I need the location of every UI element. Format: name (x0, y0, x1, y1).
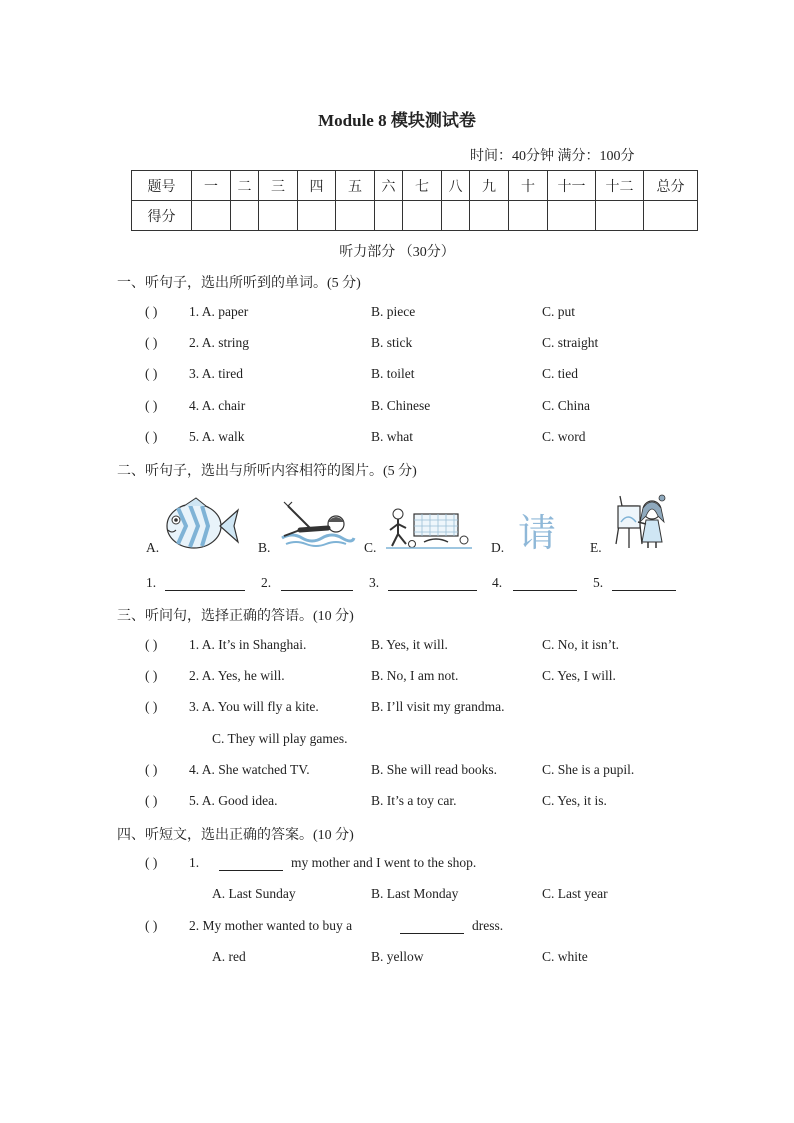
option-b: B. No, I am not. (371, 668, 459, 683)
picture-label-b: B. (258, 540, 271, 555)
time-info: 时间：40分钟 满分：100分 (470, 149, 635, 164)
answer-blank-line[interactable] (400, 933, 464, 934)
score-table-header-cell: 四 (298, 171, 336, 201)
score-cell[interactable] (470, 201, 509, 231)
option-b: B. yellow (371, 949, 424, 964)
picture-label-e: E. (590, 540, 602, 555)
option-b: B. piece (371, 304, 416, 319)
option-b: B. stick (371, 335, 413, 350)
picture-label-a: A. (146, 540, 160, 555)
option-c: C. put (542, 304, 576, 319)
section-2-heading: 二、听句子，选出与所听内容相符的图片。(5 分) (117, 464, 417, 479)
score-table-row-label: 得分 (132, 201, 192, 231)
option-b: B. It’s a toy car. (371, 793, 457, 808)
answer-paren[interactable]: ( ) (145, 668, 158, 683)
score-table-header-cell: 五 (336, 171, 375, 201)
option-b: B. I’ll visit my grandma. (371, 699, 505, 714)
answer-blank-line[interactable] (388, 590, 477, 591)
option-c: C. tied (542, 366, 578, 381)
option-c: C. Yes, I will. (542, 668, 616, 683)
option-c: C. straight (542, 335, 599, 350)
answer-paren[interactable]: ( ) (145, 762, 158, 777)
girl-painting-picture[interactable] (612, 492, 668, 550)
option-a: 5. A. walk (189, 429, 245, 444)
score-table-header-cell: 七 (403, 171, 442, 201)
score-cell[interactable] (548, 201, 596, 231)
picture-blank-number: 1. (146, 575, 157, 590)
section-3-heading: 三、听问句，选择正确的答语。(10 分) (117, 609, 354, 624)
option-a: 3. A. You will fly a kite. (189, 699, 319, 714)
question-text: 2. My mother wanted to buy a (189, 918, 353, 933)
option-b: B. Chinese (371, 398, 431, 413)
section-4-heading: 四、听短文，选出正确的答案。(10 分) (117, 828, 354, 843)
answer-paren[interactable]: ( ) (145, 335, 158, 350)
score-cell[interactable] (259, 201, 298, 231)
score-cell[interactable] (509, 201, 548, 231)
option-a: 4. A. chair (189, 398, 246, 413)
picture-blank-number: 3. (369, 575, 380, 590)
option-b: B. Last Monday (371, 886, 459, 901)
score-cell[interactable] (644, 201, 698, 231)
score-table-header-cell: 九 (470, 171, 509, 201)
score-table-score-row (132, 201, 698, 231)
answer-blank-line[interactable] (165, 590, 245, 591)
fish-picture[interactable] (160, 496, 242, 554)
option-c: C. word (542, 429, 586, 444)
score-table-header-row (132, 171, 698, 201)
option-a: A. Last Sunday (212, 886, 296, 901)
score-table-header-cell: 总分 (644, 171, 698, 201)
option-a: 2. A. Yes, he will. (189, 668, 285, 683)
option-b: B. toilet (371, 366, 415, 381)
picture-label-d: D. (491, 540, 505, 555)
answer-paren[interactable]: ( ) (145, 918, 158, 933)
picture-blank-number: 5. (593, 575, 604, 590)
option-a: 4. A. She watched TV. (189, 762, 310, 777)
answer-paren[interactable]: ( ) (145, 304, 158, 319)
question-number: 1. (189, 855, 200, 870)
score-cell[interactable] (596, 201, 644, 231)
option-c: C. No, it isn’t. (542, 637, 620, 652)
question-text: my mother and I went to the shop. (291, 855, 477, 870)
option-c: C. They will play games. (212, 731, 348, 746)
score-table-header-cell: 十二 (596, 171, 644, 201)
answer-blank-line[interactable] (281, 590, 353, 591)
score-cell[interactable] (403, 201, 442, 231)
option-c: C. She is a pupil. (542, 762, 635, 777)
option-a: 1. A. paper (189, 304, 249, 319)
option-a: 5. A. Good idea. (189, 793, 278, 808)
answer-blank-line[interactable] (219, 870, 283, 871)
question-text-end: dress. (472, 918, 504, 933)
score-table-header-cell: 十 (509, 171, 548, 201)
score-table-header-cell: 题号 (132, 171, 192, 201)
score-table-header-cell: 二 (231, 171, 259, 201)
score-cell[interactable] (336, 201, 375, 231)
answer-paren[interactable]: ( ) (145, 366, 158, 381)
answer-paren[interactable]: ( ) (145, 699, 158, 714)
score-cell[interactable] (442, 201, 470, 231)
picture-label-c: C. (364, 540, 377, 555)
option-c: C. white (542, 949, 588, 964)
score-table (131, 170, 698, 231)
swimming-picture[interactable] (280, 500, 354, 548)
score-table-header-cell: 六 (375, 171, 403, 201)
answer-blank-line[interactable] (513, 590, 577, 591)
option-b: B. what (371, 429, 413, 444)
page-title: Module 8 模块测试卷 (318, 111, 476, 130)
answer-paren[interactable]: ( ) (145, 855, 158, 870)
option-b: B. She will read books. (371, 762, 497, 777)
picture-blank-number: 2. (261, 575, 272, 590)
score-cell[interactable] (192, 201, 231, 231)
answer-blank-line[interactable] (612, 590, 676, 591)
listening-part-heading: 听力部分 （30分） (339, 245, 455, 260)
score-cell[interactable] (231, 201, 259, 231)
score-table-header-cell: 八 (442, 171, 470, 201)
score-table-header-cell: 十一 (548, 171, 596, 201)
football-picture[interactable] (384, 504, 474, 550)
answer-paren[interactable]: ( ) (145, 793, 158, 808)
score-cell[interactable] (375, 201, 403, 231)
score-table-header-cell: 三 (259, 171, 298, 201)
score-cell[interactable] (298, 201, 336, 231)
option-a: 2. A. string (189, 335, 250, 350)
option-c: C. Yes, it is. (542, 793, 607, 808)
option-b: B. Yes, it will. (371, 637, 448, 652)
answer-paren[interactable]: ( ) (145, 429, 158, 444)
answer-paren[interactable]: ( ) (145, 398, 158, 413)
picture-blank-number: 4. (492, 575, 503, 590)
option-a: A. red (212, 949, 246, 964)
option-c: C. China (542, 398, 591, 413)
score-table-header-cell: 一 (192, 171, 231, 201)
answer-paren[interactable]: ( ) (145, 637, 158, 652)
option-a: 3. A. tired (189, 366, 243, 381)
option-c: C. Last year (542, 886, 608, 901)
chinese-character-picture[interactable]: 请 (518, 511, 557, 555)
option-a: 1. A. It’s in Shanghai. (189, 637, 307, 652)
section-1-heading: 一、听句子，选出所听到的单词。(5 分) (117, 276, 361, 291)
